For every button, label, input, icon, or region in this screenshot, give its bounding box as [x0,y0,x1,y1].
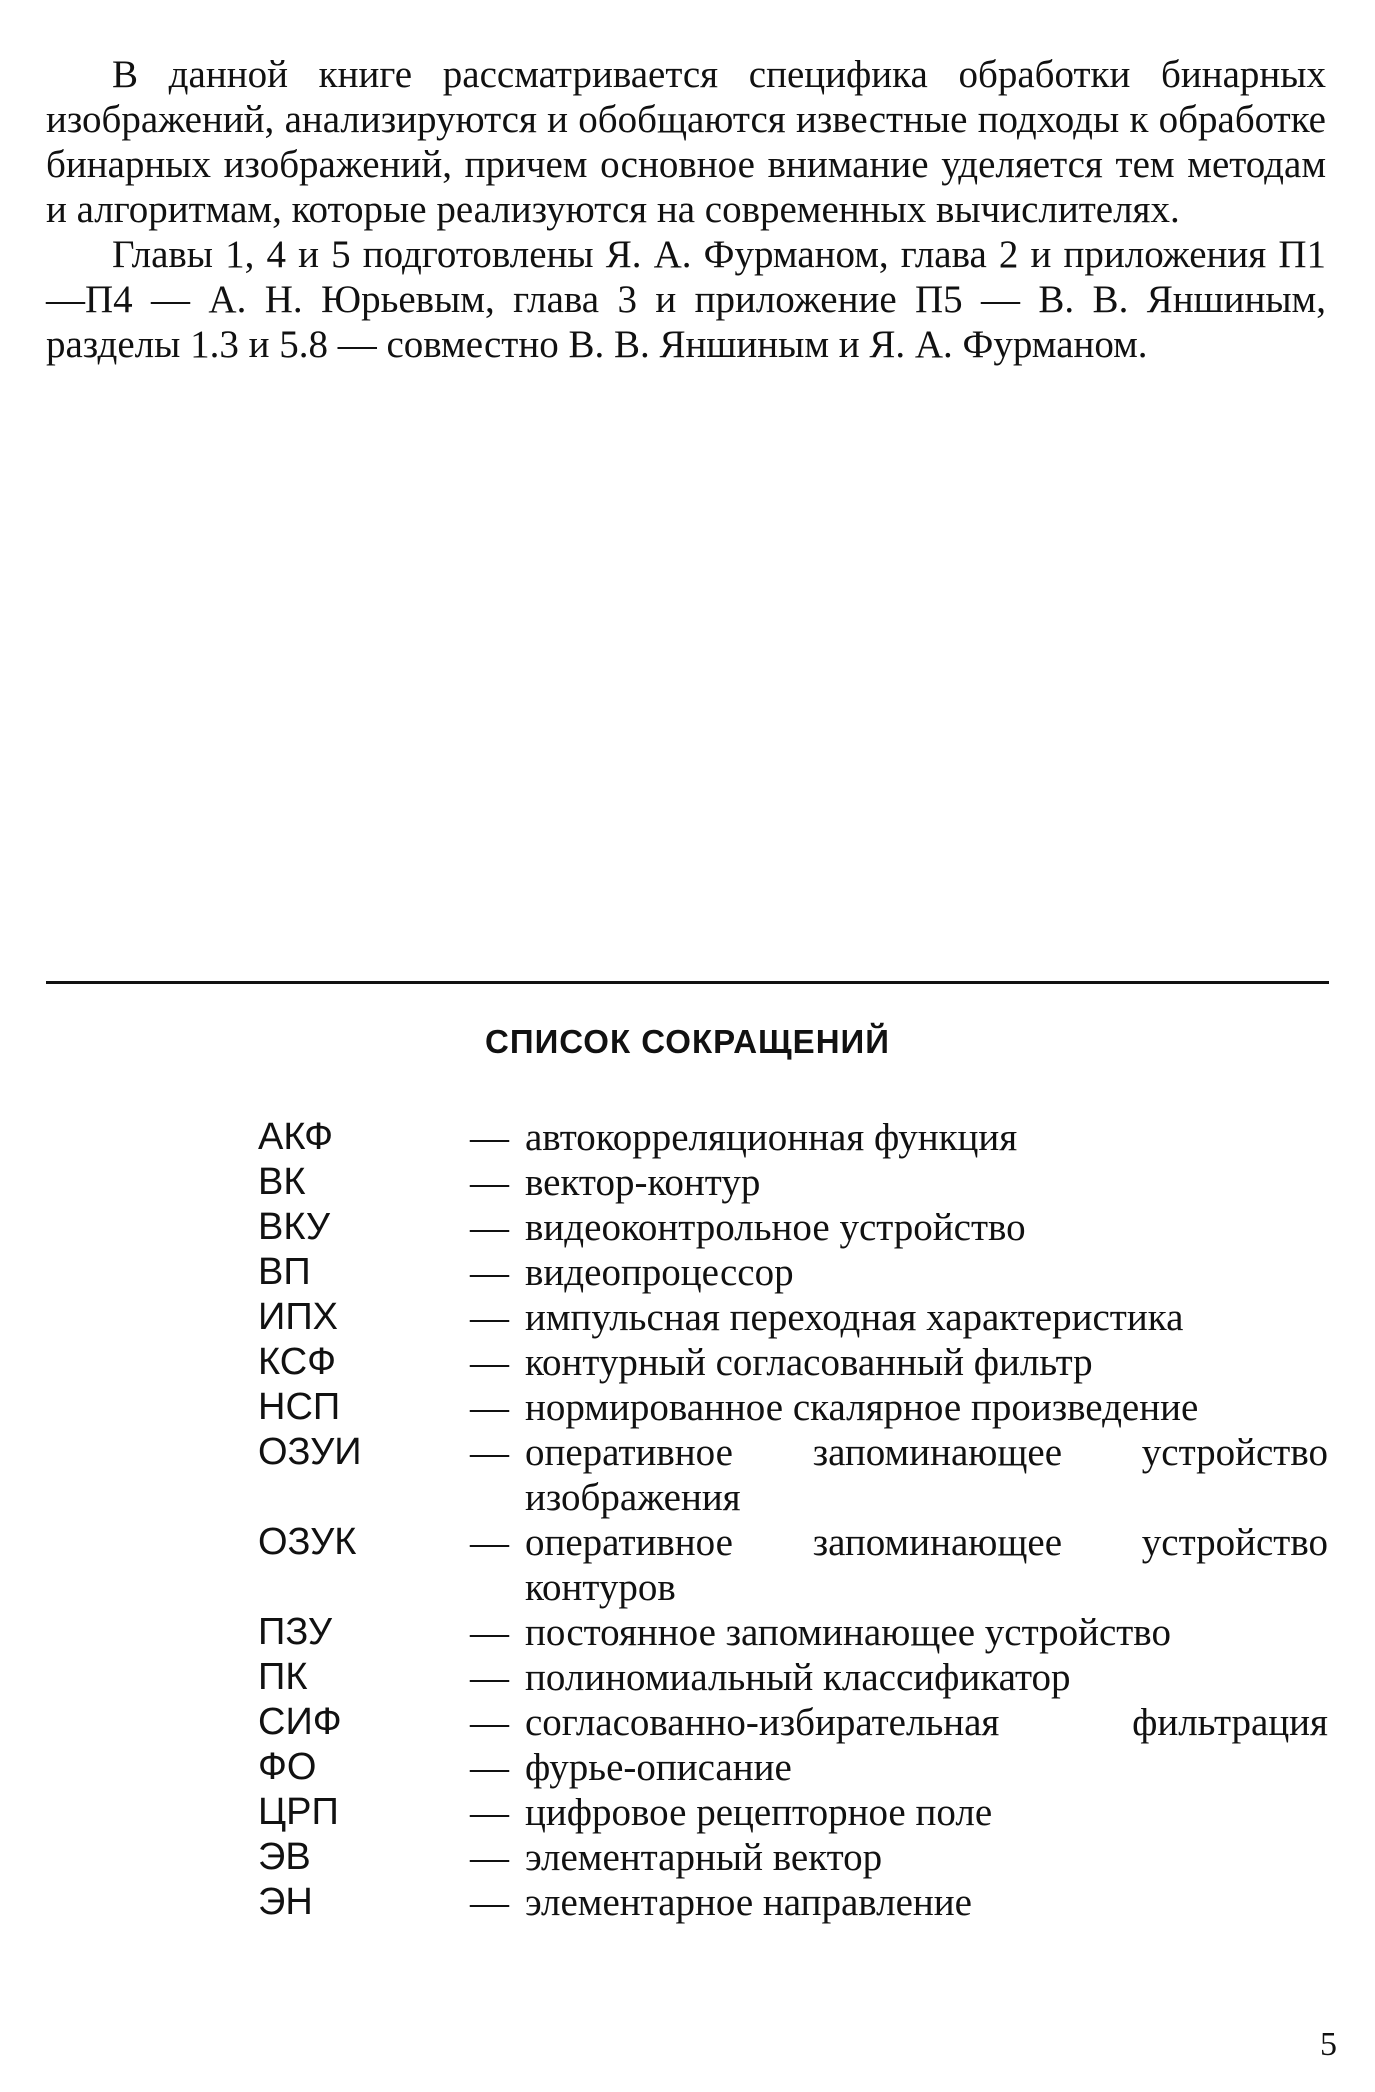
abbreviation-term: ВК [258,1161,306,1203]
preface-text [46,52,1326,367]
list-item [258,1610,1328,1655]
abbreviation-definition: видеопроцессор [525,1251,794,1294]
abbreviation-definition: оперативное запоминающее устройство изображения [525,1431,1328,1519]
abbreviation-term: ИПХ [258,1296,338,1338]
dash: — [470,1656,509,1699]
list-item [258,1835,1328,1880]
list-item [258,1205,1328,1250]
dash: — [470,1611,509,1654]
abbreviation-term: ОЗУИ [258,1431,362,1473]
dash: — [470,1791,509,1834]
section-divider [46,981,1329,984]
dash: — [470,1206,509,1249]
abbreviation-definition: цифровое рецепторное поле [525,1791,993,1834]
abbreviation-definition: нормированное скалярное произведение [525,1386,1199,1429]
abbreviation-term: КСФ [258,1341,337,1383]
abbreviation-definition: автокорреляционная функция [525,1116,1018,1159]
abbreviation-definition: согласованно-избирательная фильтрация [525,1701,1328,1744]
abbreviation-definition: постоянное запоминающее устройство [525,1611,1171,1654]
list-item [258,1790,1328,1835]
abbreviation-definition: оперативное запоминающее устройство контуров [525,1521,1328,1609]
abbreviation-term: ФО [258,1746,317,1788]
abbreviation-definition: вектор-контур [525,1161,761,1204]
dash: — [470,1746,509,1789]
page-number: 5 [1320,2026,1337,2063]
list-item [258,1250,1328,1295]
list-item [258,1160,1328,1205]
abbreviation-term: ЭН [258,1881,313,1923]
dash: — [470,1341,509,1384]
list-item [258,1700,1328,1745]
abbreviation-term: СИФ [258,1701,342,1743]
dash: — [470,1431,509,1474]
abbreviation-term: ВП [258,1251,311,1293]
abbreviation-term: ВКУ [258,1206,331,1248]
dash: — [470,1296,509,1339]
abbreviation-definition: фурье-описание [525,1746,792,1789]
abbreviation-definition: полиномиальный классификатор [525,1656,1071,1699]
dash: — [470,1161,509,1204]
abbreviation-term: ПК [258,1656,308,1698]
preface-paragraph: Главы 1, 4 и 5 подготовлены Я. А. Фурманом, глава 2 и приложения П1—П4 — А. Н. Юрьевым, глава 3 и приложение П5 — В. В. Яншиным, разделы 1.3 и 5.8 — совместно В. В. Яншиным и Я. А. Фурманом. [46,233,1326,366]
abbreviation-definition: элементарное направление [525,1881,972,1924]
list-item [258,1880,1328,1925]
abbreviation-list [258,1115,1328,1925]
abbreviation-definition: элементарный вектор [525,1836,883,1879]
dash: — [470,1386,509,1429]
list-item [258,1385,1328,1430]
dash: — [470,1881,509,1924]
abbreviation-term: ЭВ [258,1836,311,1878]
abbreviation-term: ЦРП [258,1791,339,1833]
dash: — [470,1116,509,1159]
list-item [258,1115,1328,1160]
dash: — [470,1701,509,1744]
abbreviation-term: АКФ [258,1116,334,1158]
dash: — [470,1836,509,1879]
list-item [258,1430,1328,1520]
list-item [258,1655,1328,1700]
abbreviation-definition: импульсная переходная характеристика [525,1296,1184,1339]
dash: — [470,1251,509,1294]
list-item [258,1295,1328,1340]
abbreviation-definition: видеоконтрольное устройство [525,1206,1026,1249]
section-heading: СПИСОК СОКРАЩЕНИЙ [485,1023,890,1060]
list-item [258,1745,1328,1790]
list-item [258,1340,1328,1385]
dash: — [470,1521,509,1564]
abbreviation-term: НСП [258,1386,341,1428]
abbreviation-definition: контурный согласованный фильтр [525,1341,1093,1384]
list-item [258,1520,1328,1610]
abbreviation-term: ПЗУ [258,1611,332,1653]
abbreviation-term: ОЗУК [258,1521,357,1563]
preface-paragraph: В данной книге рассматривается специфика обработки бинарных изображений, анализируются и обобщаются известные подходы к обработке бинарных изображений, причем основное внимание уделяется тем методам и алгоритмам, которые реализуются на современных вычислителях. [46,53,1326,231]
